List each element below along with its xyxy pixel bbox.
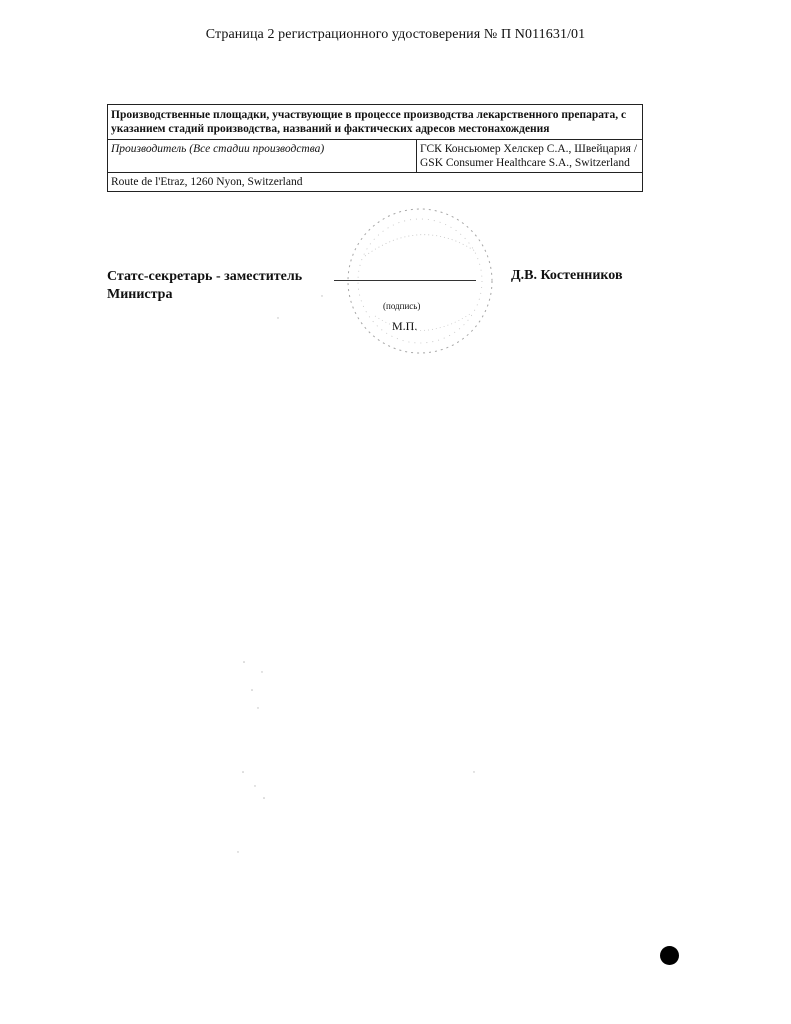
page-marker-dot bbox=[660, 946, 679, 965]
page-header: Страница 2 регистрационного удостоверения № П N011631/01 bbox=[205, 27, 586, 42]
signature-caption: (подпись) bbox=[383, 301, 421, 311]
stamp-label: М.П. bbox=[392, 319, 418, 333]
manufacturer-address: Route de l'Etraz, 1260 Nyon, Switzerland bbox=[108, 173, 643, 192]
manufacturer-name: ГСК Консьюмер Хелскер С.А., Швейцария / GSK Consumer Healthcare S.A., Switzerland bbox=[417, 140, 643, 173]
signer-name: Д.В. Костенников bbox=[511, 268, 623, 283]
signer-title: Статс-секретарь - заместитель Министра bbox=[107, 269, 303, 302]
production-sites-heading: Производственные площадки, участвующие в процессе производства лекарственного препарата, с указанием стадий производства, названий и фактических адресов местонахождения bbox=[108, 105, 643, 140]
manufacturer-role: Производитель (Все стадии производства) bbox=[108, 140, 417, 173]
